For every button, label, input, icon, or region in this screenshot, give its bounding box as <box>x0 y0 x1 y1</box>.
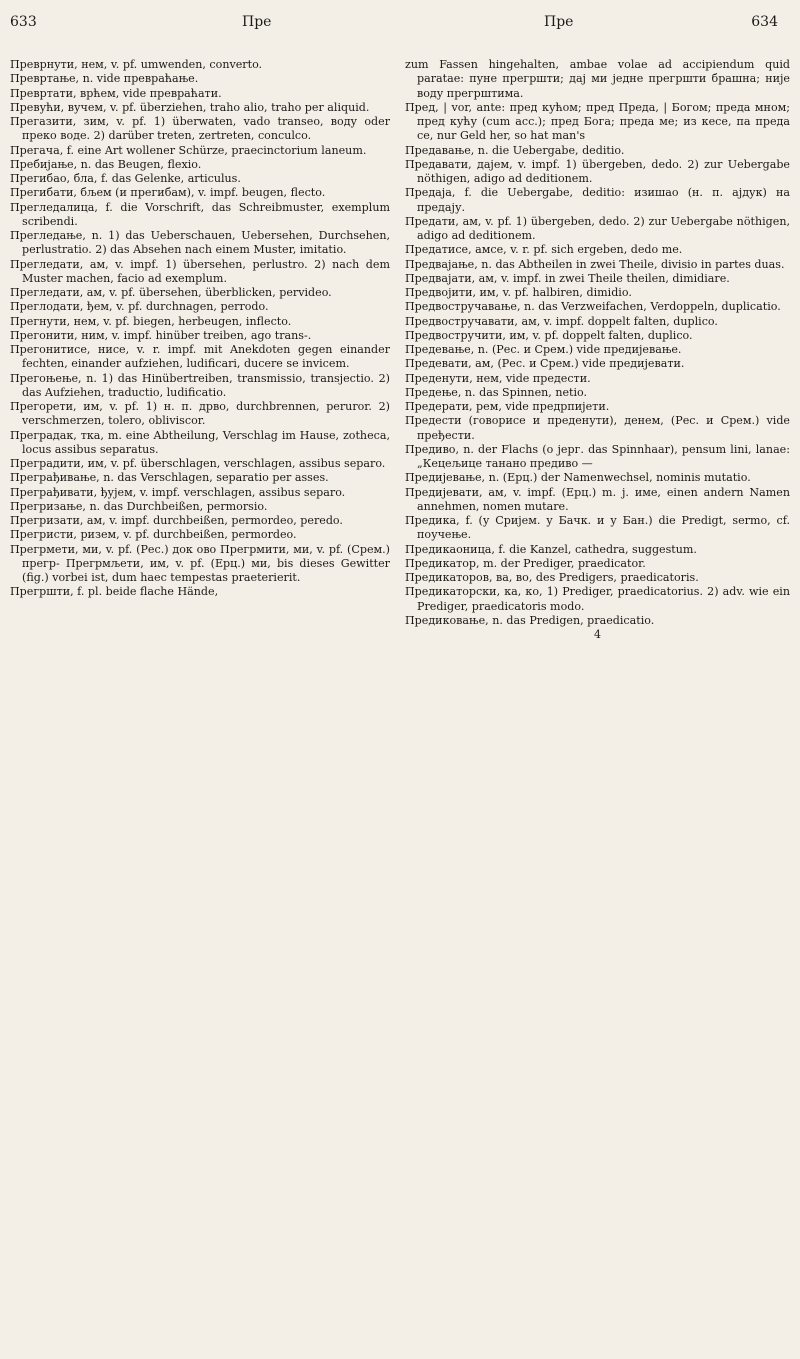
dictionary-entry: Пребијање, n. das Beugen, flexio. <box>10 157 202 171</box>
dictionary-entry: Предвостручити, им, v. pf. doppelt falten, duplico. <box>405 328 693 342</box>
dictionary-entry: Предатисе, амсе, v. r. pf. sich ergeben, dedo me. <box>405 243 683 257</box>
dictionary-entry: Преградак, тка, m. eine Abtheilung, Verschlag im Hause, zotheca, locus assibus separatus. <box>10 428 390 456</box>
dictionary-entry: Прегнути, нем, v. pf. biegen, herbeugen, inflecto. <box>10 314 292 328</box>
dictionary-entry: Преграђивати, ђујем, v. impf. verschlagen, assibus separo. <box>10 485 346 499</box>
dictionary-entry: Прегибати, бљем (и прегибам), v. impf. beugen, flecto. <box>10 186 326 200</box>
dictionary-entry: Предење, n. das Spinnen, netio. <box>405 385 588 399</box>
page-header <box>0 0 800 44</box>
dictionary-entry: Прегризање, n. das Durchbeißen, permorsio. <box>10 499 268 513</box>
dictionary-entry: Превртати, врћем, vide превраћати. <box>10 86 222 100</box>
left-column <box>10 58 390 1353</box>
dictionary-entry: Предавати, дајем, v. impf. 1) übergeben, dedo. 2) zur Uebergabe nöthigen, adigo ad deditionem. <box>405 157 790 185</box>
dictionary-entry: Прегибао, бла, f. das Gelenke, articulus. <box>10 172 241 185</box>
dictionary-entry: Прегоњење, n. 1) das Hinübertreiben, transmissio, transjectio. 2) das Aufziehen, traductio, ludificatio. <box>10 371 390 399</box>
dictionary-entry: Пред, | vor, ante: пред кућом; пред Преда, | Богом; преда мном; пред кућу (cum acc.); пред Бога; преда ме; из кесе, па преда се, nur Geld her, so hat man's <box>405 100 790 143</box>
dictionary-entry: Предаја, f. die Uebergabe, deditio: изишао (н. п. ајдук) на предају. <box>405 186 790 214</box>
dictionary-entry: Прегрмети, ми, v. pf. (Рес.) док ово Прегрмити, ми, v. pf. (Срем.) прегр- Прегрмљети, им, v. pf. (Ерц.) ми, bis dieses Gewitter (fig.) vorbei ist, dum haec tempestas praeterierit. <box>10 542 390 584</box>
dictionary-entry: Предика, f. (у Сријем. у Бачк. и у Бан.) die Predigt, sermo, cf. поучење. <box>405 514 790 542</box>
dictionary-entry: Предевати, ам, (Рес. и Срем.) vide предијевати. <box>405 357 685 371</box>
dictionary-entry: Предиво, n. der Flachs (о јерг. das Spinnhaar), pensum lini, lanae: „Кецељице танано предиво — <box>405 442 790 470</box>
dictionary-entry: Предикаторски, ка, ко, 1) Prediger, praedicatorius. 2) adv. wie ein Prediger, praedicatoris modo. <box>405 585 790 613</box>
dictionary-entry: Предвостручавање, n. das Verzweifachen, Verdoppeln, duplicatio. <box>405 300 781 314</box>
dictionary-entry: Прегледати, ам, v. impf. 1) übersehen, perlustro. 2) nach dem Muster machen, facio ad exemplum. <box>10 257 390 285</box>
dictionary-entry: Прегледати, ам, v. pf. übersehen, überblicken, pervideo. <box>10 286 332 299</box>
dictionary-entry: Предати, ам, v. pf. 1) übergeben, dedo. 2) zur Uebergabe nöthigen, adigo ad deditionem. <box>405 214 790 242</box>
dictionary-entry: Преградити, им, v. pf. überschlagen, verschlagen, assibus separo. <box>10 457 386 470</box>
dictionary-entry: Превући, вучем, v. pf. überziehen, traho alio, traho per aliquid. <box>10 100 370 114</box>
dictionary-entry: Предвостручавати, ам, v. impf. doppelt falten, duplico. <box>405 314 718 328</box>
dictionary-entry: Прегршти, f. pl. beide flache Hände, <box>10 585 219 599</box>
dictionary-entry: Прегледање, n. 1) das Ueberschauen, Uebersehen, Durchsehen, perlustratio. 2) das Absehen nach einem Muster, imitatio. <box>10 229 390 257</box>
dictionary-entry: Прегризати, ам, v. impf. durchbeißen, permordeo, peredo. <box>10 514 343 527</box>
right-column <box>405 58 790 1353</box>
dictionary-entry: Преденути, нем, vide предести. <box>405 371 591 385</box>
dictionary-entry: Предвајање, n. das Abtheilen in zwei Theile, divisio in partes duas. <box>405 257 785 271</box>
dictionary-entry: Предијевати, ам, v. impf. (Ерц.) m. j. име, einen andern Namen annehmen, nomen mutare. <box>405 485 790 513</box>
dictionary-entry: Предевање, n. (Рес. и Срем.) vide предијевање. <box>405 343 682 356</box>
dictionary-entry: Предвајати, ам, v. impf. in zwei Theile theilen, dimidiare. <box>405 271 730 285</box>
dictionary-entry: Предиковање, n. das Predigen, praedicatio. <box>405 613 655 627</box>
dictionary-entry: Предикаоница, f. die Kanzel, cathedra, suggestum. <box>405 542 697 556</box>
dictionary-entry: Преврнути, нем, v. pf. umwenden, converto. <box>10 58 263 71</box>
dictionary-entry: Прегача, f. eine Art wollener Schürze, praecinctorium laneum. <box>10 143 367 157</box>
running-head-right: Пре <box>544 14 574 30</box>
dictionary-entry: zum Fassen hingehalten, ambae volae ad accipiendum quid paratae: пуне прегршти; дај ми једне прегршти брашна; није воду прегрштима. <box>405 58 790 100</box>
dictionary-entry: Предавање, n. die Uebergabe, deditio. <box>405 143 625 157</box>
dictionary-entry: Предести (говорисе и преденути), денем, (Рес. и Срем.) vide пређести. <box>405 414 790 442</box>
dictionary-entry: Предвојити, им, v. pf. halbiren, dimidio. <box>405 286 632 299</box>
dictionary-entry: Прегледалица, f. die Vorschrift, das Schreibmuster, exemplum scribendi. <box>10 200 390 228</box>
dictionary-entry: Прегазити, зим, v. pf. 1) überwaten, vado transeo, воду oder преко воде. 2) darüber treten, zertreten, conculco. <box>10 115 390 143</box>
dictionary-entry: Предерати, рем, vide предрпијети. <box>405 400 610 413</box>
dictionary-entry: Прегонити, ним, v. impf. hinüber treiben, ago trans-. <box>10 328 312 342</box>
dictionary-entry: Преграђивање, n. das Verschlagen, separatio per asses. <box>10 471 329 485</box>
dictionary-entry: Превртање, n. vide превраћање. <box>10 72 199 86</box>
dictionary-entry: Прегонитисе, нисе, v. r. impf. mit Anekdoten gegen einander fechten, einander aufziehen, ludificari, ducere se invicem. <box>10 343 390 371</box>
running-head-left: Пре <box>242 14 272 30</box>
page-number-left: 633 <box>10 14 37 30</box>
dictionary-entry: Предикаторов, ва, во, des Predigers, praedicatoris. <box>405 571 699 584</box>
dictionary-entry: Предијевање, n. (Ерц.) der Namenwechsel, nominis mutatio. <box>405 471 751 485</box>
dictionary-entry: Прегорети, им, v. pf. 1) н. п. дрво, durchbrennen, peruror. 2) verschmerzen, tolero, obliviscor. <box>10 400 390 428</box>
page-number-right: 634 <box>751 14 778 30</box>
dictionary-entry: Преглодати, ђем, v. pf. durchnagen, perrodo. <box>10 300 269 314</box>
dictionary-entry: Предикатор, m. der Prediger, praedicator. <box>405 556 646 570</box>
dictionary-entry: Прегристи, ризем, v. pf. durchbeißen, permordeo. <box>10 528 297 542</box>
signature-mark: 4 <box>594 628 601 641</box>
